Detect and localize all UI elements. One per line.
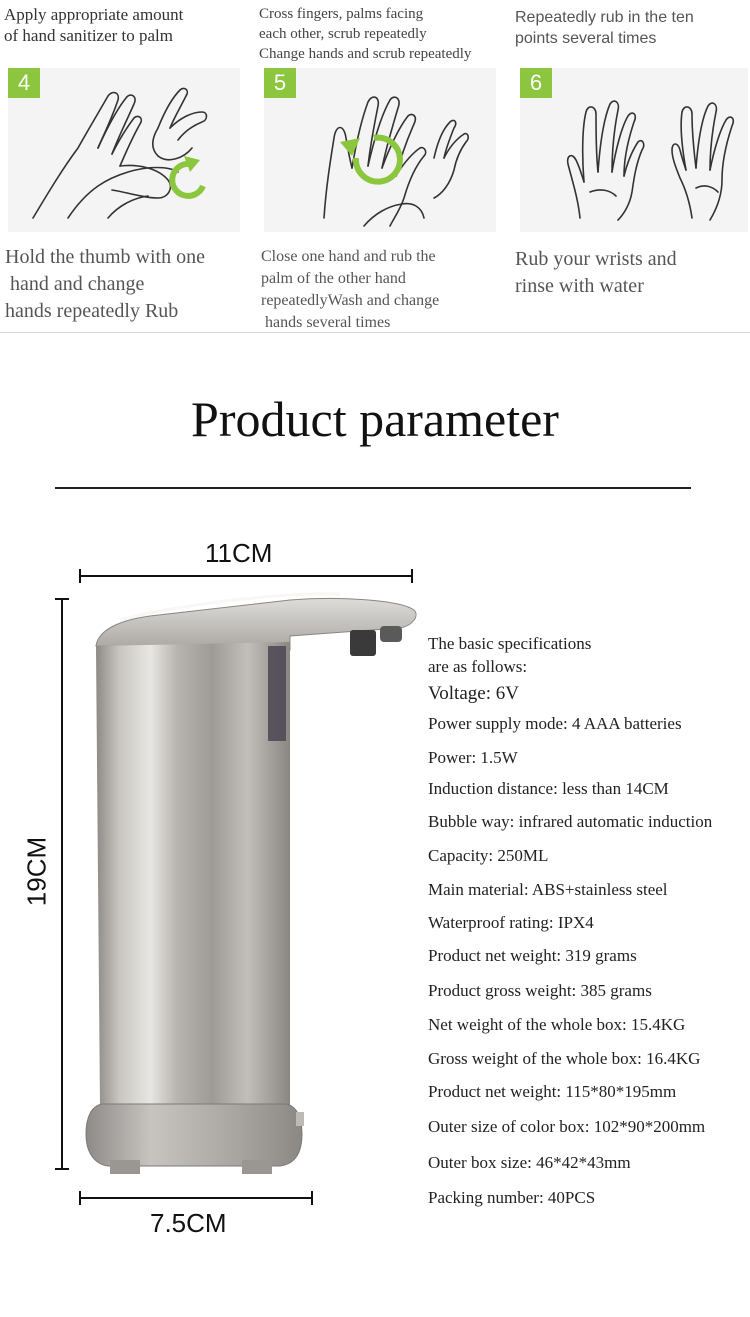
caption-line: Hold the thumb with one	[5, 246, 205, 268]
caption-line: Change hands and scrub repeatedly	[259, 46, 472, 62]
caption-line: hands repeatedly Rub	[5, 300, 179, 322]
page-title: Product parameter	[191, 391, 559, 447]
step-2-caption	[259, 4, 471, 64]
spec-item: Voltage: 6V	[428, 683, 519, 704]
caption-line: Rub your wrists and	[515, 248, 677, 270]
height-dimension-label: 19CM	[21, 836, 52, 907]
spec-item: Power supply mode: 4 AAA batteries	[428, 714, 682, 733]
caption-line: each other, scrub repeatedly	[259, 26, 427, 42]
spec-item: Net weight of the whole box: 15.4KG	[428, 1015, 686, 1034]
caption-line: hands several times	[261, 314, 391, 331]
specs-intro-line-1: The basic specifications	[428, 634, 592, 653]
height-dimension-line	[54, 597, 70, 1171]
spec-item: Capacity: 250ML	[428, 846, 549, 865]
spec-item: Outer box size: 46*42*43mm	[428, 1153, 631, 1172]
spec-item: Main material: ABS+stainless steel	[428, 880, 668, 899]
step-5-illustration	[264, 68, 496, 232]
caption-line: hand and change	[5, 273, 145, 295]
caption-line: palm of the other hand	[261, 270, 406, 287]
specs-intro-line-2: are as follows:	[428, 657, 528, 676]
spec-item: Product gross weight: 385 grams	[428, 981, 652, 1000]
caption-line: rinse with water	[515, 275, 644, 297]
title-underline	[55, 487, 691, 489]
step-6-number: 6	[520, 68, 552, 98]
step-4-illustration	[8, 68, 240, 232]
step-4-number: 4	[8, 68, 40, 98]
spec-item: Power: 1.5W	[428, 748, 518, 767]
caption-line: Repeatedly rub in the ten	[515, 9, 694, 26]
section-divider	[0, 332, 750, 333]
step-3-caption	[4, 4, 183, 46]
spec-item: Gross weight of the whole box: 16.4KG	[428, 1049, 701, 1068]
step-5-number: 5	[264, 68, 296, 98]
caption-line: Close one hand and rub the	[261, 248, 436, 265]
spec-item: Bubble way: infrared automatic induction	[428, 812, 713, 831]
spec-item: Packing number: 40PCS	[428, 1188, 596, 1207]
step-6-caption	[515, 246, 677, 300]
soap-dispenser-image	[80, 586, 420, 1186]
hands-wrist-rinse-icon	[520, 68, 748, 232]
hand-palm-rub-icon	[264, 68, 496, 232]
caption-line: of hand sanitizer to palm	[4, 26, 174, 45]
caption-line: Apply appropriate amount	[4, 5, 184, 24]
step-1-caption	[515, 7, 694, 49]
base-dimension-label: 7.5CM	[150, 1208, 227, 1238]
caption-line: points several times	[515, 30, 657, 47]
spec-item: Product net weight: 319 grams	[428, 946, 637, 965]
hand-thumb-rub-icon	[8, 68, 240, 232]
base-dimension-line	[78, 1190, 316, 1206]
width-dimension-label: 11CM	[205, 538, 273, 568]
spec-item: Product net weight: 115*80*195mm	[428, 1082, 677, 1101]
spec-item: Waterproof rating: IPX4	[428, 913, 594, 932]
spec-item: Outer size of color box: 102*90*200mm	[428, 1117, 706, 1136]
caption-line: repeatedlyWash and change	[261, 292, 440, 309]
step-6-illustration	[520, 68, 748, 232]
step-5-caption	[261, 246, 439, 334]
width-dimension-line	[78, 568, 416, 584]
spec-item: Induction distance: less than 14CM	[428, 779, 669, 798]
caption-line: Cross fingers, palms facing	[259, 6, 424, 22]
step-4-caption	[5, 244, 205, 325]
